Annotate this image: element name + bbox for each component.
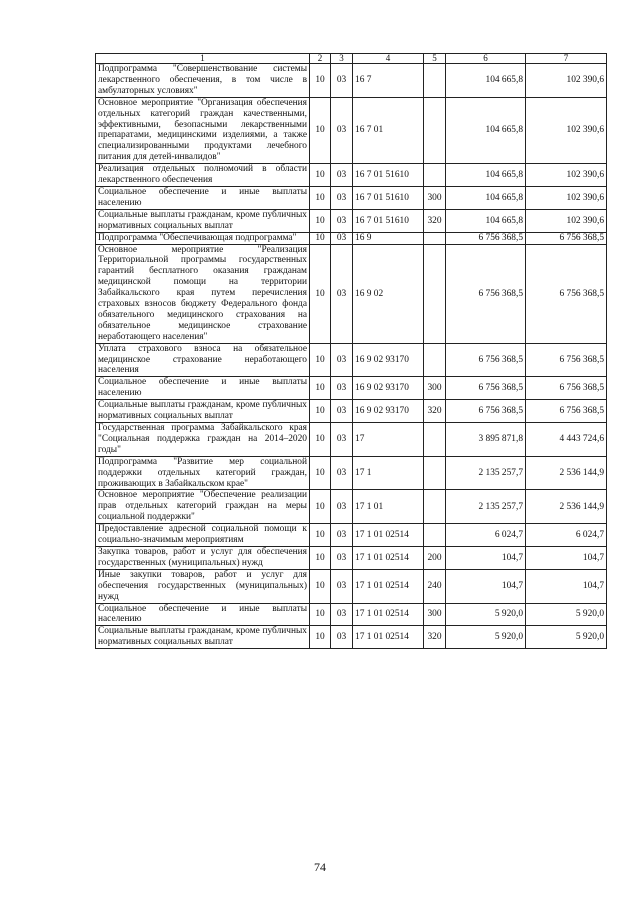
target-article-cell: 16 7 01 51610	[353, 186, 424, 209]
target-article-cell: 17 1 01 02514	[353, 569, 424, 603]
row-name-cell: Социальные выплаты гражданам, кроме публичных нормативных социальных выплат	[96, 209, 310, 232]
table-row	[96, 343, 607, 377]
section-code-cell: 10	[310, 232, 331, 244]
section-code-cell: 10	[310, 423, 331, 457]
amount-year2-cell: 5 920,0	[526, 603, 607, 626]
budget-table	[95, 53, 607, 649]
target-article-cell: 17 1 01 02514	[353, 524, 424, 547]
amount-year1-cell: 104,7	[446, 546, 526, 569]
expense-type-cell: 300	[424, 186, 446, 209]
expense-type-cell	[424, 164, 446, 187]
target-article-cell: 17 1 01 02514	[353, 546, 424, 569]
target-article-cell: 16 7 01	[353, 97, 424, 163]
row-name-cell: Реализация отдельных полномочий в области лекарственного обеспечения	[96, 164, 310, 187]
amount-year1-cell: 104 665,8	[446, 64, 526, 98]
row-name-cell: Основное мероприятие "Организация обеспечения отдельных категорий граждан качественными, эффективными, безопасными лекарственными препаратами, медицинскими изделиями, а также специализированными продуктами лечебного питания для детей-инвалидов"	[96, 97, 310, 163]
subsection-code-cell: 03	[331, 546, 353, 569]
amount-year2-cell: 102 390,6	[526, 186, 607, 209]
column-header-1: 1	[96, 54, 310, 64]
amount-year1-cell: 5 920,0	[446, 626, 526, 649]
amount-year2-cell: 104,7	[526, 546, 607, 569]
target-article-cell: 17 1	[353, 456, 424, 490]
target-article-cell: 17	[353, 423, 424, 457]
subsection-code-cell: 03	[331, 186, 353, 209]
expense-type-cell: 320	[424, 626, 446, 649]
subsection-code-cell: 03	[331, 456, 353, 490]
amount-year2-cell: 6 756 368,5	[526, 400, 607, 423]
expense-type-cell	[424, 490, 446, 524]
row-name-cell: Основное мероприятие "Реализация Территориальной программы государственных гарантий бесплатного оказания гражданам медицинской помощи на территории Забайкальского края путем перечисления страховых взносов бюджету Федерального фонда обязательного медицинского страхования на обязательное медицинское страхование неработающего населения"	[96, 244, 310, 343]
table-row	[96, 64, 607, 98]
expense-type-cell	[424, 524, 446, 547]
amount-year2-cell: 6 756 368,5	[526, 377, 607, 400]
amount-year1-cell: 6 756 368,5	[446, 343, 526, 377]
target-article-cell: 16 7	[353, 64, 424, 98]
amount-year2-cell: 102 390,6	[526, 64, 607, 98]
target-article-cell: 16 7 01 51610	[353, 209, 424, 232]
table-row	[96, 400, 607, 423]
column-header-3: 3	[331, 54, 353, 64]
table-header-row	[96, 54, 607, 64]
expense-type-cell	[424, 244, 446, 343]
section-code-cell: 10	[310, 400, 331, 423]
subsection-code-cell: 03	[331, 490, 353, 524]
table-row	[96, 377, 607, 400]
section-code-cell: 10	[310, 546, 331, 569]
table-row	[96, 97, 607, 163]
target-article-cell: 16 9 02 93170	[353, 400, 424, 423]
table-row	[96, 456, 607, 490]
row-name-cell: Социальные выплаты гражданам, кроме публичных нормативных социальных выплат	[96, 626, 310, 649]
target-article-cell: 16 9 02 93170	[353, 377, 424, 400]
amount-year1-cell: 2 135 257,7	[446, 456, 526, 490]
column-header-6: 6	[446, 54, 526, 64]
expense-type-cell: 200	[424, 546, 446, 569]
table-row	[96, 209, 607, 232]
table-row	[96, 603, 607, 626]
amount-year1-cell: 5 920,0	[446, 603, 526, 626]
expense-type-cell	[424, 97, 446, 163]
subsection-code-cell: 03	[331, 400, 353, 423]
expense-type-cell: 320	[424, 209, 446, 232]
row-name-cell: Подпрограмма "Совершенствование системы лекарственного обеспечения, в том числе в амбулаторных условиях"	[96, 64, 310, 98]
section-code-cell: 10	[310, 186, 331, 209]
expense-type-cell: 300	[424, 603, 446, 626]
section-code-cell: 10	[310, 244, 331, 343]
section-code-cell: 10	[310, 603, 331, 626]
amount-year1-cell: 6 756 368,5	[446, 232, 526, 244]
subsection-code-cell: 03	[331, 164, 353, 187]
target-article-cell: 17 1 01 02514	[353, 626, 424, 649]
row-name-cell: Государственная программа Забайкальского края "Социальная поддержка граждан на 2014–2020 годы"	[96, 423, 310, 457]
row-name-cell: Закупка товаров, работ и услуг для обеспечения государственных (муниципальных) нужд	[96, 546, 310, 569]
expense-type-cell	[424, 456, 446, 490]
row-name-cell: Подпрограмма "Развитие мер социальной поддержки отдельных категорий граждан, проживающих в Забайкальском крае"	[96, 456, 310, 490]
amount-year1-cell: 6 756 368,5	[446, 244, 526, 343]
section-code-cell: 10	[310, 97, 331, 163]
page-number: 74	[314, 860, 326, 874]
column-header-7: 7	[526, 54, 607, 64]
table-row	[96, 524, 607, 547]
target-article-cell: 17 1 01 02514	[353, 603, 424, 626]
table-row	[96, 186, 607, 209]
section-code-cell: 10	[310, 456, 331, 490]
section-code-cell: 10	[310, 626, 331, 649]
table-row	[96, 546, 607, 569]
expense-type-cell	[424, 232, 446, 244]
amount-year1-cell: 2 135 257,7	[446, 490, 526, 524]
table-row	[96, 490, 607, 524]
section-code-cell: 10	[310, 490, 331, 524]
row-name-cell: Уплата страхового взноса на обязательное медицинское страхование неработающего населения	[96, 343, 310, 377]
target-article-cell: 16 9 02 93170	[353, 343, 424, 377]
amount-year2-cell: 2 536 144,9	[526, 490, 607, 524]
section-code-cell: 10	[310, 377, 331, 400]
amount-year2-cell: 6 756 368,5	[526, 244, 607, 343]
target-article-cell: 16 9 02	[353, 244, 424, 343]
table-row	[96, 164, 607, 187]
amount-year1-cell: 104 665,8	[446, 209, 526, 232]
amount-year2-cell: 102 390,6	[526, 164, 607, 187]
row-name-cell: Основное мероприятие "Обеспечение реализации прав отдельных категорий граждан на меры социальной поддержки"	[96, 490, 310, 524]
amount-year1-cell: 3 895 871,8	[446, 423, 526, 457]
column-header-4: 4	[353, 54, 424, 64]
section-code-cell: 10	[310, 343, 331, 377]
amount-year1-cell: 104 665,8	[446, 97, 526, 163]
subsection-code-cell: 03	[331, 209, 353, 232]
amount-year1-cell: 6 756 368,5	[446, 400, 526, 423]
amount-year1-cell: 6 024,7	[446, 524, 526, 547]
subsection-code-cell: 03	[331, 232, 353, 244]
row-name-cell: Иные закупки товаров, работ и услуг для обеспечения государственных (муниципальных) нужд	[96, 569, 310, 603]
expense-type-cell: 300	[424, 377, 446, 400]
section-code-cell: 10	[310, 569, 331, 603]
amount-year2-cell: 6 756 368,5	[526, 343, 607, 377]
expense-type-cell	[424, 64, 446, 98]
subsection-code-cell: 03	[331, 569, 353, 603]
amount-year2-cell: 102 390,6	[526, 209, 607, 232]
row-name-cell: Социальные выплаты гражданам, кроме публичных нормативных социальных выплат	[96, 400, 310, 423]
row-name-cell: Предоставление адресной социальной помощи к социально-значимым мероприятиям	[96, 524, 310, 547]
amount-year2-cell: 5 920,0	[526, 626, 607, 649]
amount-year2-cell: 2 536 144,9	[526, 456, 607, 490]
amount-year2-cell: 102 390,6	[526, 97, 607, 163]
expense-type-cell: 320	[424, 400, 446, 423]
column-header-5: 5	[424, 54, 446, 64]
subsection-code-cell: 03	[331, 603, 353, 626]
row-name-cell: Социальное обеспечение и иные выплаты населению	[96, 377, 310, 400]
table-body	[96, 64, 607, 649]
subsection-code-cell: 03	[331, 244, 353, 343]
target-article-cell: 16 9	[353, 232, 424, 244]
amount-year2-cell: 6 024,7	[526, 524, 607, 547]
subsection-code-cell: 03	[331, 423, 353, 457]
target-article-cell: 17 1 01	[353, 490, 424, 524]
subsection-code-cell: 03	[331, 626, 353, 649]
amount-year1-cell: 104,7	[446, 569, 526, 603]
subsection-code-cell: 03	[331, 377, 353, 400]
expense-type-cell: 240	[424, 569, 446, 603]
column-header-2: 2	[310, 54, 331, 64]
amount-year1-cell: 6 756 368,5	[446, 377, 526, 400]
subsection-code-cell: 03	[331, 97, 353, 163]
row-name-cell: Социальное обеспечение и иные выплаты населению	[96, 186, 310, 209]
table-row	[96, 232, 607, 244]
target-article-cell: 16 7 01 51610	[353, 164, 424, 187]
row-name-cell: Социальное обеспечение и иные выплаты населению	[96, 603, 310, 626]
amount-year1-cell: 104 665,8	[446, 164, 526, 187]
table-row	[96, 569, 607, 603]
table-row	[96, 626, 607, 649]
amount-year2-cell: 6 756 368,5	[526, 232, 607, 244]
section-code-cell: 10	[310, 209, 331, 232]
section-code-cell: 10	[310, 164, 331, 187]
amount-year2-cell: 104,7	[526, 569, 607, 603]
section-code-cell: 10	[310, 524, 331, 547]
expense-type-cell	[424, 343, 446, 377]
subsection-code-cell: 03	[331, 64, 353, 98]
amount-year2-cell: 4 443 724,6	[526, 423, 607, 457]
expense-type-cell	[424, 423, 446, 457]
row-name-cell: Подпрограмма "Обеспечивающая подпрограмма"	[96, 232, 310, 244]
section-code-cell: 10	[310, 64, 331, 98]
subsection-code-cell: 03	[331, 524, 353, 547]
amount-year1-cell: 104 665,8	[446, 186, 526, 209]
subsection-code-cell: 03	[331, 343, 353, 377]
table-row	[96, 423, 607, 457]
table-row	[96, 244, 607, 343]
